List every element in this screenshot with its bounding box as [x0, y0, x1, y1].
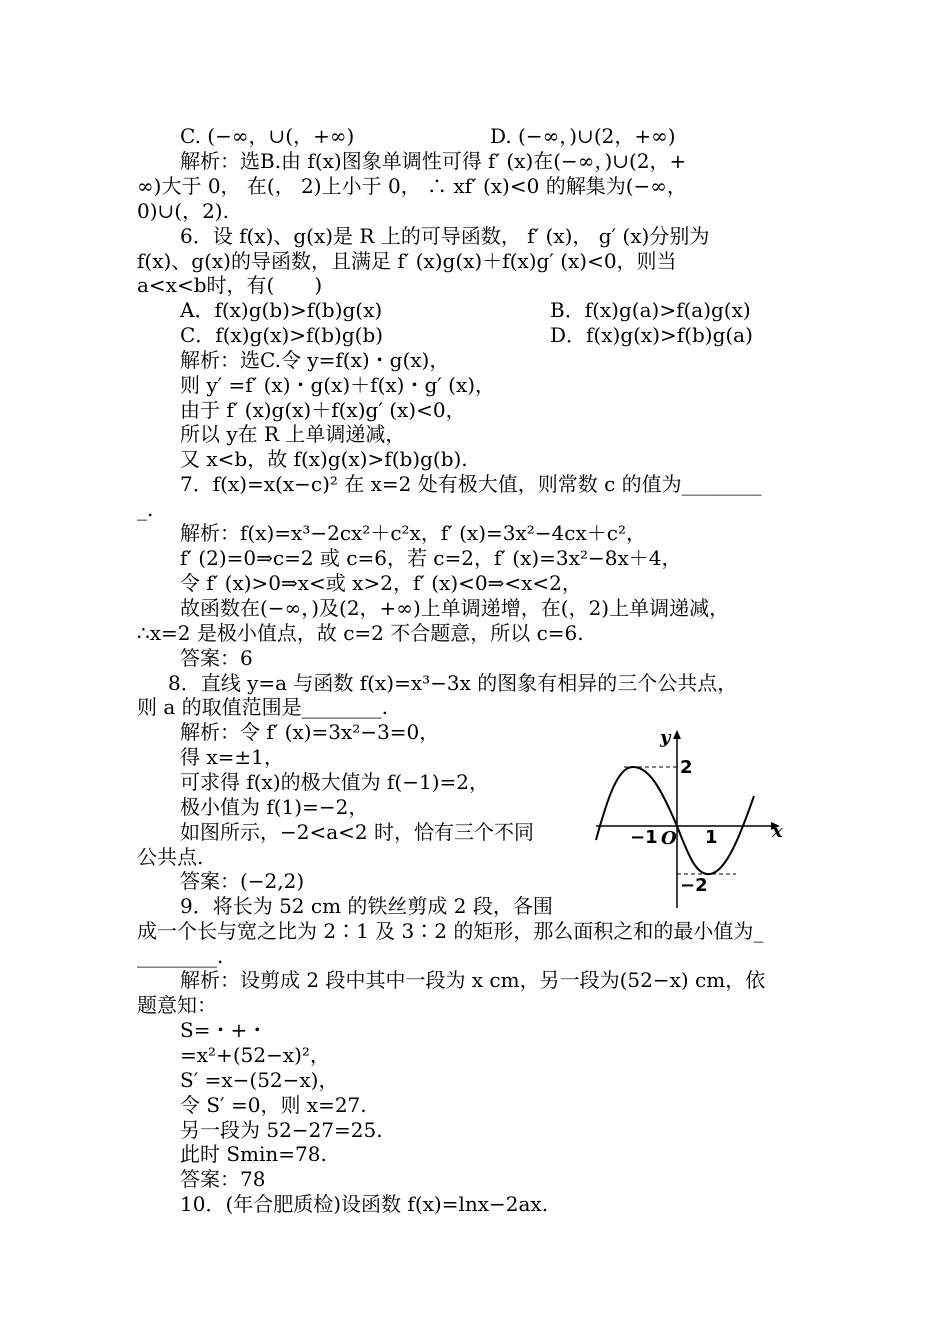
text-line: 令 S′ =0，则 x=27.	[180, 1093, 367, 1117]
answer-q7: 答案：6	[180, 646, 253, 670]
option-c-q5: C. (−∞，∪(，+∞)	[180, 124, 355, 148]
question-9: 9．将长为 52 cm 的铁丝剪成 2 段，各围	[180, 894, 553, 918]
tick-label-neg2: −2	[680, 875, 708, 896]
text-line: 可求得 f(x)的极大值为 f(−1)=2，	[180, 770, 489, 794]
tick-label-neg1: −1	[630, 827, 658, 848]
option-a-q6: A．f(x)g(b)>f(b)g(x)	[180, 298, 383, 322]
text-line: 解析：令 f′ (x)=3x²−3=0，	[180, 720, 440, 744]
tick-label-1: 1	[705, 827, 718, 848]
text-line: ∴x=2 是极小值点，故 c=2 不合题意，所以 c=6.	[137, 621, 584, 645]
option-b-q6: B．f(x)g(a)>f(a)g(x)	[550, 298, 751, 322]
cubic-curve	[596, 767, 754, 874]
text-line: 如图所示，−2<a<2 时，恰有三个不同	[180, 820, 535, 844]
y-axis-arrow-icon	[673, 730, 681, 739]
text-line: 令 f′ (x)>0⇒x<或 x>2，f′ (x)<0⇒<x<2，	[180, 571, 582, 595]
question-8: 8．直线 y=a 与函数 f(x)=x³−3x 的图象有相异的三个公共点，	[168, 671, 738, 695]
text-line: 另一段为 52−27=25.	[180, 1118, 383, 1142]
text-line: 得 x=±1，	[180, 745, 284, 769]
origin-label: O	[661, 828, 677, 849]
text-line: 极小值为 f(1)=−2，	[180, 795, 369, 819]
text-line: =x²+(52−x)²，	[180, 1043, 330, 1067]
text-line: 0)∪(，2).	[137, 199, 229, 223]
text-line: 又 x<b，故 f(x)g(x)>f(b)g(b).	[180, 447, 468, 471]
option-d-q5: D. (−∞，)∪(2，+∞)	[490, 124, 676, 148]
y-axis-label: y	[660, 727, 671, 748]
text-line: 故函数在(−∞，)及(2，+∞)上单调递增，在(，2)上单调递减，	[180, 596, 730, 620]
text-line: 则 a 的取值范围是________.	[137, 695, 388, 719]
x-axis-label: x	[772, 821, 783, 842]
text-line: 成一个长与宽之比为 2∶1 及 3∶2 的矩形，那么面积之和的最小值为_	[137, 919, 764, 943]
text-line: 解析：选C.令 y=f(x)・g(x)，	[180, 348, 450, 372]
question-7: 7．f(x)=x(x−c)² 在 x=2 处有极大值，则常数 c 的值为________	[180, 472, 762, 496]
question-10: 10．(年合肥质检)设函数 f(x)=lnx−2ax.	[180, 1192, 549, 1216]
text-line: ∞)大于 0， 在(， 2)上小于 0， ∴ xf′ (x)<0 的解集为(−∞，	[137, 174, 687, 198]
answer-q9: 答案：78	[180, 1167, 266, 1191]
text-line: f′ (2)=0⇒c=2 或 c=6，若 c=2，f′ (x)=3x²−8x＋4，	[180, 546, 682, 570]
text-line: 由于 f′ (x)g(x)＋f(x)g′ (x)<0，	[180, 398, 466, 422]
tick-label-2: 2	[680, 757, 693, 778]
text-line: _.	[137, 497, 154, 521]
question-6: 6．设 f(x)、g(x)是 R 上的可导函数， f′ (x)， g′ (x)分别为	[180, 224, 710, 248]
option-c-q6: C．f(x)g(x)>f(b)g(b)	[180, 323, 384, 347]
text-line: S=・+・	[180, 1018, 268, 1042]
text-line: S′ =x−(52−x)，	[180, 1068, 339, 1092]
text-line: 此时 Smin=78.	[180, 1142, 327, 1166]
text-line: 解析：设剪成 2 段中其中一段为 x cm，另一段为(52−x) cm，依	[180, 968, 766, 992]
text-line: 解析：f(x)=x³−2cx²＋c²x，f′ (x)=3x²−4cx＋c²，	[180, 521, 646, 545]
text-line: 公共点.	[137, 845, 204, 869]
cubic-function-graph	[588, 726, 788, 911]
text-line: 题意知：	[137, 993, 217, 1017]
text-line: ________.	[137, 944, 224, 968]
text-line: 则 y′ =f′ (x)・g(x)＋f(x)・g′ (x)，	[180, 373, 496, 397]
answer-q8: 答案：(−2,2)	[180, 869, 305, 893]
option-d-q6: D．f(x)g(x)>f(b)g(a)	[550, 323, 753, 347]
text-line: a<x<b时，有( )	[137, 273, 323, 297]
text-line: f(x)、g(x)的导函数，且满足 f′ (x)g(x)＋f(x)g′ (x)<0，则当	[137, 249, 677, 273]
text-line: 所以 y在 R 上单调递减，	[180, 422, 406, 446]
text-line: 解析：选B.由 f(x)图象单调性可得 f′ (x)在(−∞，)∪(2，+	[180, 149, 687, 173]
